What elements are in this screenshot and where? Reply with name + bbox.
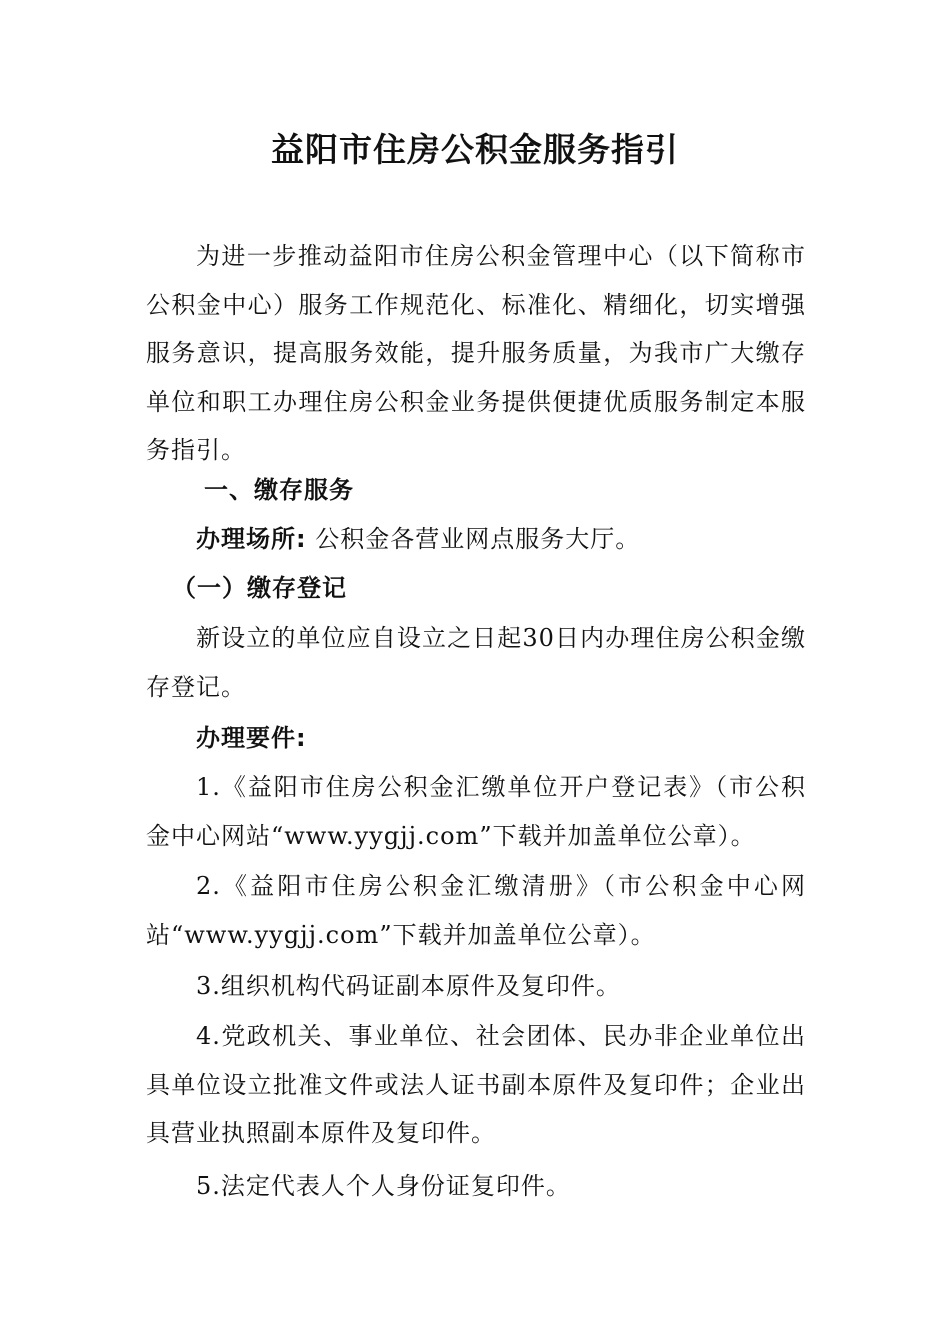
requirement-item-1: 1.《益阳市住房公积金汇缴单位开户登记表》（市公积金中心网站“www.yygjj.com”下载并加盖单位公章）。 (146, 773, 806, 850)
registration-paragraph: 新设立的单位应自设立之日起30日内办理住房公积金缴存登记。 (146, 624, 806, 701)
requirement-item-4: 4.党政机关、事业单位、社会团体、民办非企业单位出具单位设立批准文件或法人证书副本原件及复印件；企业出具营业执照副本原件及复印件。 (146, 1022, 806, 1147)
section-heading-deposit-service: 一、缴存服务 (204, 476, 354, 504)
venue-text: 公积金各营业网点服务大厅。 (315, 525, 641, 553)
venue-label: 办理场所: (196, 525, 307, 553)
requirement-item-2: 2.《益阳市住房公积金汇缴清册》（市公积金中心网站“www.yygjj.com”下载并加盖单位公章）。 (146, 872, 806, 949)
intro-paragraph: 为进一步推动益阳市住房公积金管理中心（以下简称市公积金中心）服务工作规范化、标准化、精细化，切实增强服务意识，提高服务效能，提升服务质量，为我市广大缴存单位和职工办理住房公积金业务提供便捷优质服务制定本服务指引。 (146, 242, 806, 464)
subsection-heading-deposit-registration: （一）缴存登记 (172, 574, 347, 602)
requirement-item-3: 3.组织机构代码证副本原件及复印件。 (196, 972, 621, 1000)
requirement-item-5: 5.法定代表人个人身份证复印件。 (196, 1172, 571, 1200)
requirements-label: 办理要件: (196, 724, 307, 752)
document-title: 益阳市住房公积金服务指引 (271, 130, 679, 169)
venue-line (196, 515, 640, 564)
